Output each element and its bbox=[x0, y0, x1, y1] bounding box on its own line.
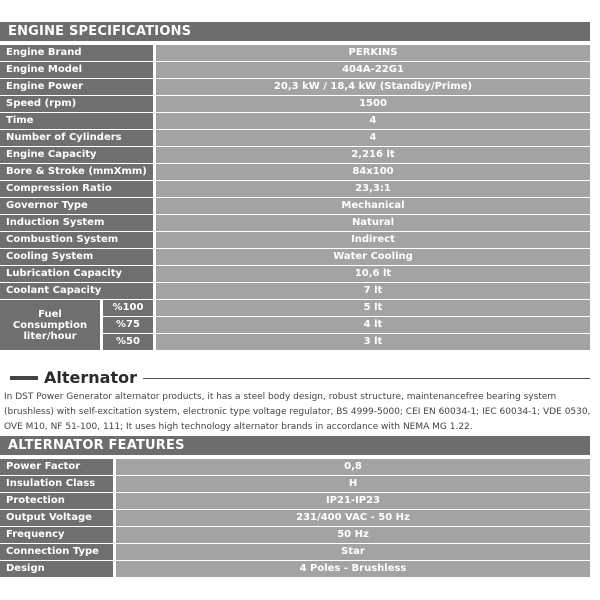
spec-value: 1500 bbox=[156, 96, 590, 112]
alternator-features-header: ALTERNATOR FEATURES bbox=[0, 436, 590, 455]
spec-label: Bore & Stroke (mmXmm) bbox=[0, 164, 153, 180]
spec-label: Engine Model bbox=[0, 62, 153, 78]
spec-value: 4 bbox=[156, 130, 590, 146]
divider-accent bbox=[10, 376, 40, 380]
spec-value: 0,8 bbox=[116, 459, 590, 475]
spec-row bbox=[0, 164, 590, 181]
spec-value: 404A-22G1 bbox=[156, 62, 590, 78]
spec-value: 2,216 lt bbox=[156, 147, 590, 163]
fuel-consumption-value: 4 lt bbox=[156, 317, 590, 333]
spec-label: Governor Type bbox=[0, 198, 153, 214]
spec-value: Mechanical bbox=[156, 198, 590, 214]
spec-label: Speed (rpm) bbox=[0, 96, 153, 112]
spec-label: Frequency bbox=[0, 527, 113, 543]
spec-label: Number of Cylinders bbox=[0, 130, 153, 146]
spec-value: Indirect bbox=[156, 232, 590, 248]
spec-row bbox=[0, 147, 590, 164]
engine-specifications-header: ENGINE SPECIFICATIONS bbox=[0, 22, 590, 41]
spec-label: Insulation Class bbox=[0, 476, 113, 492]
spec-label: Compression Ratio bbox=[0, 181, 153, 197]
spec-row bbox=[0, 181, 590, 198]
fuel-label-line: Consumption bbox=[12, 319, 88, 331]
spec-row bbox=[0, 62, 590, 79]
spec-value: 84x100 bbox=[156, 164, 590, 180]
spec-label: Combustion System bbox=[0, 232, 153, 248]
spec-value: 50 Hz bbox=[116, 527, 590, 543]
spec-value: 20,3 kW / 18,4 kW (Standby/Prime) bbox=[156, 79, 590, 95]
spec-row bbox=[0, 232, 590, 249]
spec-label: Output Voltage bbox=[0, 510, 113, 526]
spec-label: Connection Type bbox=[0, 544, 113, 560]
spec-value: Water Cooling bbox=[156, 249, 590, 265]
fuel-row bbox=[0, 334, 590, 350]
fuel-row bbox=[0, 300, 590, 316]
spec-row bbox=[0, 249, 590, 266]
fuel-load-percent: %75 bbox=[103, 317, 153, 333]
spec-row bbox=[0, 45, 590, 62]
spec-label: Time bbox=[0, 113, 153, 129]
alternator-heading-bar bbox=[0, 368, 590, 388]
fuel-consumption-block bbox=[0, 300, 590, 351]
alternator-features-table bbox=[0, 459, 590, 578]
spec-value: PERKINS bbox=[156, 45, 590, 61]
alternator-description: In DST Power Generator alternator products, it has a steel body design, robust structure, maintenancefree bearing system (brushless) with self-excitation system, electronic type voltage regulator, BS 4999-5000; CEI EN 60034-1; IEC 60034-1; VDE 0530, OVE M10, NF 51-100, 111; It uses high technology alternator brands in accordance with NEMA MG 1.22. bbox=[4, 392, 591, 432]
spec-value: 23,3:1 bbox=[156, 181, 590, 197]
spec-row bbox=[0, 544, 590, 561]
spec-label: Design bbox=[0, 561, 113, 577]
spec-row bbox=[0, 198, 590, 215]
spec-value: 4 Poles - Brushless bbox=[116, 561, 590, 577]
spec-value: 7 lt bbox=[156, 283, 590, 299]
spec-label: Coolant Capacity bbox=[0, 283, 153, 299]
spec-row bbox=[0, 283, 590, 300]
spec-value: 4 bbox=[156, 113, 590, 129]
spec-value: 10,6 lt bbox=[156, 266, 590, 282]
fuel-consumption-value: 5 lt bbox=[156, 300, 590, 316]
spec-row bbox=[0, 130, 590, 147]
spec-value: Star bbox=[116, 544, 590, 560]
spec-row bbox=[0, 476, 590, 493]
spec-value: Natural bbox=[156, 215, 590, 231]
fuel-row bbox=[0, 317, 590, 333]
fuel-load-percent: %100 bbox=[103, 300, 153, 316]
spec-label: Power Factor bbox=[0, 459, 113, 475]
alternator-heading: Alternator bbox=[38, 368, 143, 388]
spec-row bbox=[0, 215, 590, 232]
spec-value: 231/400 VAC - 50 Hz bbox=[116, 510, 590, 526]
spec-label: Engine Brand bbox=[0, 45, 153, 61]
spec-value: H bbox=[116, 476, 590, 492]
spec-label: Engine Capacity bbox=[0, 147, 153, 163]
spec-row bbox=[0, 96, 590, 113]
spec-label: Cooling System bbox=[0, 249, 153, 265]
spec-row bbox=[0, 561, 590, 578]
spec-label: Engine Power bbox=[0, 79, 153, 95]
spec-label: Induction System bbox=[0, 215, 153, 231]
fuel-label-line: liter/hour bbox=[23, 330, 77, 342]
spec-value: IP21-IP23 bbox=[116, 493, 590, 509]
spec-row bbox=[0, 527, 590, 544]
spec-label: Lubrication Capacity bbox=[0, 266, 153, 282]
spec-row bbox=[0, 266, 590, 283]
engine-spec-table bbox=[0, 45, 590, 351]
spec-row bbox=[0, 510, 590, 527]
spec-row bbox=[0, 79, 590, 96]
spec-label: Protection bbox=[0, 493, 113, 509]
fuel-consumption-value: 3 lt bbox=[156, 334, 590, 350]
fuel-label-line: Fuel bbox=[38, 308, 62, 320]
spec-row bbox=[0, 493, 590, 510]
spec-row bbox=[0, 113, 590, 130]
spec-row bbox=[0, 459, 590, 476]
fuel-load-percent: %50 bbox=[103, 334, 153, 350]
